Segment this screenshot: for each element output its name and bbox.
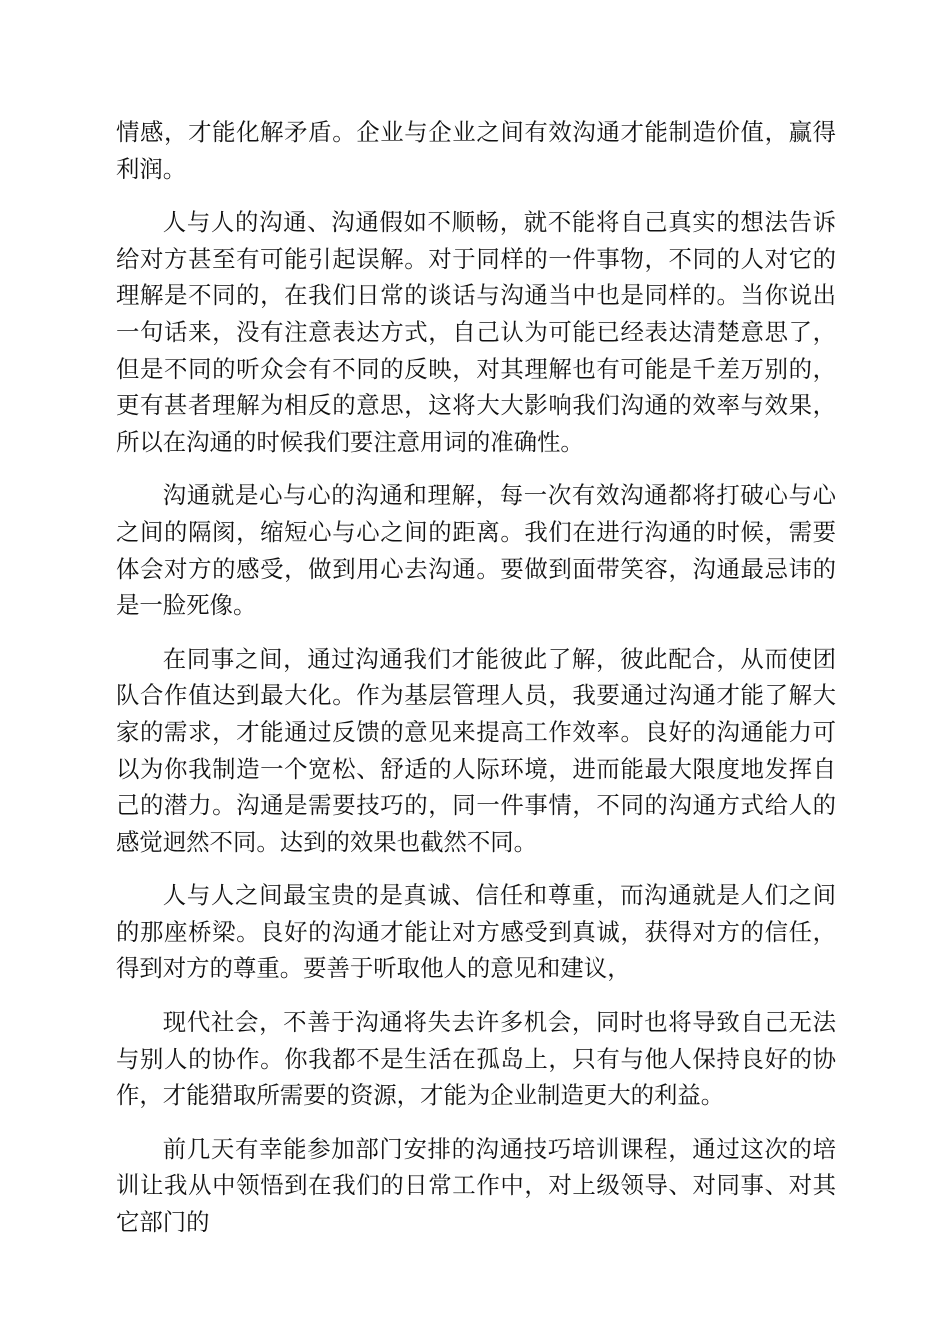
- paragraph: 在同事之间，通过沟通我们才能彼此了解，彼此配合，从而使团队合作值达到最大化。作为基层管理人员，我要通过沟通才能了解大家的需求，才能通过反馈的意见来提高工作效率。良好的沟通能力可以为你我制造一个宽松、舒适的人际环境，进而能最大限度地发挥自己的潜力。沟通是需要技巧的，同一件事情，不同的沟通方式给人的感觉迥然不同。达到的效果也截然不同。: [116, 644, 836, 856]
- paragraph: 人与人的沟通、沟通假如不顺畅，就不能将自己真实的想法告诉给对方甚至有可能引起误解。对于同样的一件事物，不同的人对它的理解是不同的，在我们日常的谈话与沟通当中也是同样的。当你说出一句话来，没有注意表达方式，自己认为可能已经表达清楚意思了，但是不同的听众会有不同的反映，对其理解也有可能是千差万别的，更有甚者理解为相反的意思，这将大大影响我们沟通的效率与效果，所以在沟通的时候我们要注意用词的准确性。: [116, 208, 836, 456]
- paragraph: 沟通就是心与心的沟通和理解，每一次有效沟通都将打破心与心之间的隔阂，缩短心与心之间的距离。我们在进行沟通的时候，需要体会对方的感受，做到用心去沟通。要做到面带笑容，沟通最忌讳的是一脸死像。: [116, 481, 836, 620]
- paragraph: 前几天有幸能参加部门安排的沟通技巧培训课程，通过这次的培训让我从中领悟到在我们的日常工作中，对上级领导、对同事、对其它部门的: [116, 1134, 836, 1237]
- paragraph: 现代社会，不善于沟通将失去许多机会，同时也将导致自己无法与别人的协作。你我都不是生活在孤岛上，只有与他人保持良好的协作，才能猎取所需要的资源，才能为企业制造更大的利益。: [116, 1008, 836, 1110]
- paragraph: 人与人之间最宝贵的是真诚、信任和尊重，而沟通就是人们之间的那座桥梁。良好的沟通才能让对方感受到真诚，获得对方的信任，得到对方的尊重。要善于听取他人的意见和建议，: [116, 881, 836, 983]
- document-body: [116, 114, 836, 1241]
- paragraph: 情感，才能化解矛盾。企业与企业之间有效沟通才能制造价值，赢得利润。: [116, 118, 836, 183]
